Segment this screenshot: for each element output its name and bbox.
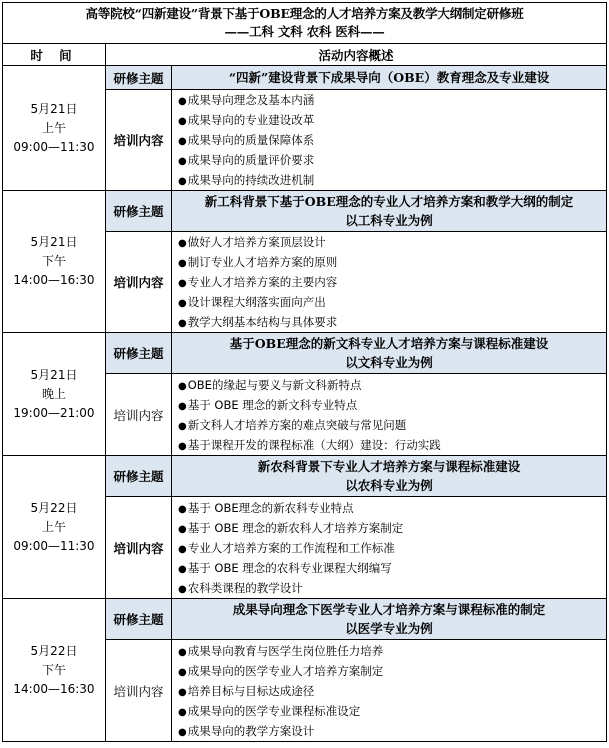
session-period: 上午 [41,519,66,534]
topic-label: 研修主题 [106,599,172,640]
content-label: 培训内容 [106,90,172,191]
title-line-2: ——工科 文科 农科 医科—— [224,24,385,39]
session-hours: 14:00—16:30 [13,681,95,696]
list-item: ● 做好人才培养方案顶层设计 [178,232,606,252]
list-item: ● 教学大纲基本结构与具体要求 [178,312,606,332]
list-item: ● 成果导向的质量评价要求 [178,150,606,170]
list-item: ● 基于 OBE理念的新农科专业特点 [178,498,606,518]
topic-line: 以农科专业为例 [345,478,433,493]
topic-line: 成果导向理念下医学专业人才培养方案与课程标准的制定 [232,602,546,617]
session-period: 下午 [41,254,66,268]
session-topic [172,599,607,640]
list-item: ● 成果导向的质量保障体系 [178,130,606,150]
content-list [178,232,606,332]
topic-line: “四新”建设背景下成果导向（OBE）教育理念及专业建设 [228,70,550,85]
content-list [178,375,606,455]
session-date: 5月22日 [30,500,78,515]
list-item: ● 新文科人才培养方案的难点突破与常见问题 [178,415,606,435]
content-label: 培训内容 [106,374,172,456]
session-topic-row [3,456,607,497]
topic-line: 新农科背景下专业人才培养方案与课程标准建设 [257,459,521,474]
topic-line: 新工科背景下基于OBE理念的专业人才培养方案和教学大纲的制定 [204,194,574,209]
session-topic-row [3,333,607,374]
list-item: ● 专业人才培养方案的工作流程和工作标准 [178,538,606,558]
content-list [178,641,606,741]
session-period: 下午 [41,662,66,677]
topic-label: 研修主题 [106,333,172,374]
session-hours: 19:00—21:00 [13,405,95,420]
session-topic [172,66,607,90]
header-content: 活动内容概述 [106,44,607,66]
topic-label: 研修主题 [106,191,172,232]
list-item: ● 基于课程开发的课程标准（大纲）建设：行动实践 [178,435,606,455]
content-label: 培训内容 [106,640,172,742]
content-items [172,90,607,191]
list-item: ● 专业人才培养方案的主要内容 [178,272,606,292]
content-items [172,640,607,742]
list-item: ● 基于 OBE 理念的农科专业课程大纲编写 [178,558,606,578]
header-row [3,44,607,66]
list-item: ● 成果导向教育与医学生岗位胜任力培养 [178,641,606,661]
document-title [3,3,607,44]
content-items [172,232,607,333]
content-items [172,497,607,599]
session-period: 晚上 [41,386,66,401]
topic-line: 基于OBE理念的新文科专业人才培养方案与课程标准建设 [229,336,549,351]
content-list [178,498,606,598]
schedule-table [2,2,607,742]
session-topic [172,191,607,232]
list-item: ● 基于 OBE 理念的新农科人才培养方案制定 [178,518,606,538]
topic-label: 研修主题 [106,456,172,497]
session-date: 5月21日 [30,235,78,249]
content-items [172,374,607,456]
list-item: ● 成果导向的持续改进机制 [178,170,606,190]
list-item: ● 基于 OBE 理念的新文科专业特点 [178,395,606,415]
session-time [3,66,106,191]
session-hours: 14:00—16:30 [13,273,95,287]
topic-line: 以工科专业为例 [345,213,433,228]
list-item: ● 成果导向的专业建设改革 [178,110,606,130]
topic-line: 以医学专业为例 [345,621,433,636]
topic-label: 研修主题 [106,66,172,90]
list-item: ● 成果导向理念及基本内涵 [178,90,606,110]
list-item: ● OBE的缘起与要义与新文科新特点 [178,375,606,395]
header-time: 时 间 [3,44,106,66]
session-topic-row [3,191,607,232]
session-topic [172,333,607,374]
session-date: 5月22日 [30,643,78,658]
session-date: 5月21日 [30,367,78,382]
list-item: ● 成果导向的医学专业课程标准设定 [178,701,606,721]
list-item: ● 成果导向的教学方案设计 [178,721,606,741]
list-item: ● 制订专业人才培养方案的原则 [178,252,606,272]
title-row [3,3,607,44]
session-hours: 09:00—11:30 [13,139,95,154]
list-item: ● 成果导向的医学专业人才培养方案制定 [178,661,606,681]
list-item: ● 农科类课程的教学设计 [178,578,606,598]
session-topic-row [3,66,607,90]
content-list [178,90,606,190]
session-time [3,599,106,742]
session-time [3,333,106,456]
session-hours: 09:00—11:30 [13,538,95,553]
content-label: 培训内容 [106,497,172,599]
session-time [3,191,106,333]
title-line-1: 高等院校“四新建设”背景下基于OBE理念的人才培养方案及教学大纲制定研修班 [85,6,524,21]
content-label: 培训内容 [106,232,172,333]
session-topic-row [3,599,607,640]
list-item: ● 设计课程大纲落实面向产出 [178,292,606,312]
session-period: 上午 [41,120,66,135]
session-topic [172,456,607,497]
session-date: 5月21日 [30,101,78,116]
session-time [3,456,106,599]
list-item: ● 培养目标与目标达成途径 [178,681,606,701]
topic-line: 以文科专业为例 [345,355,433,370]
